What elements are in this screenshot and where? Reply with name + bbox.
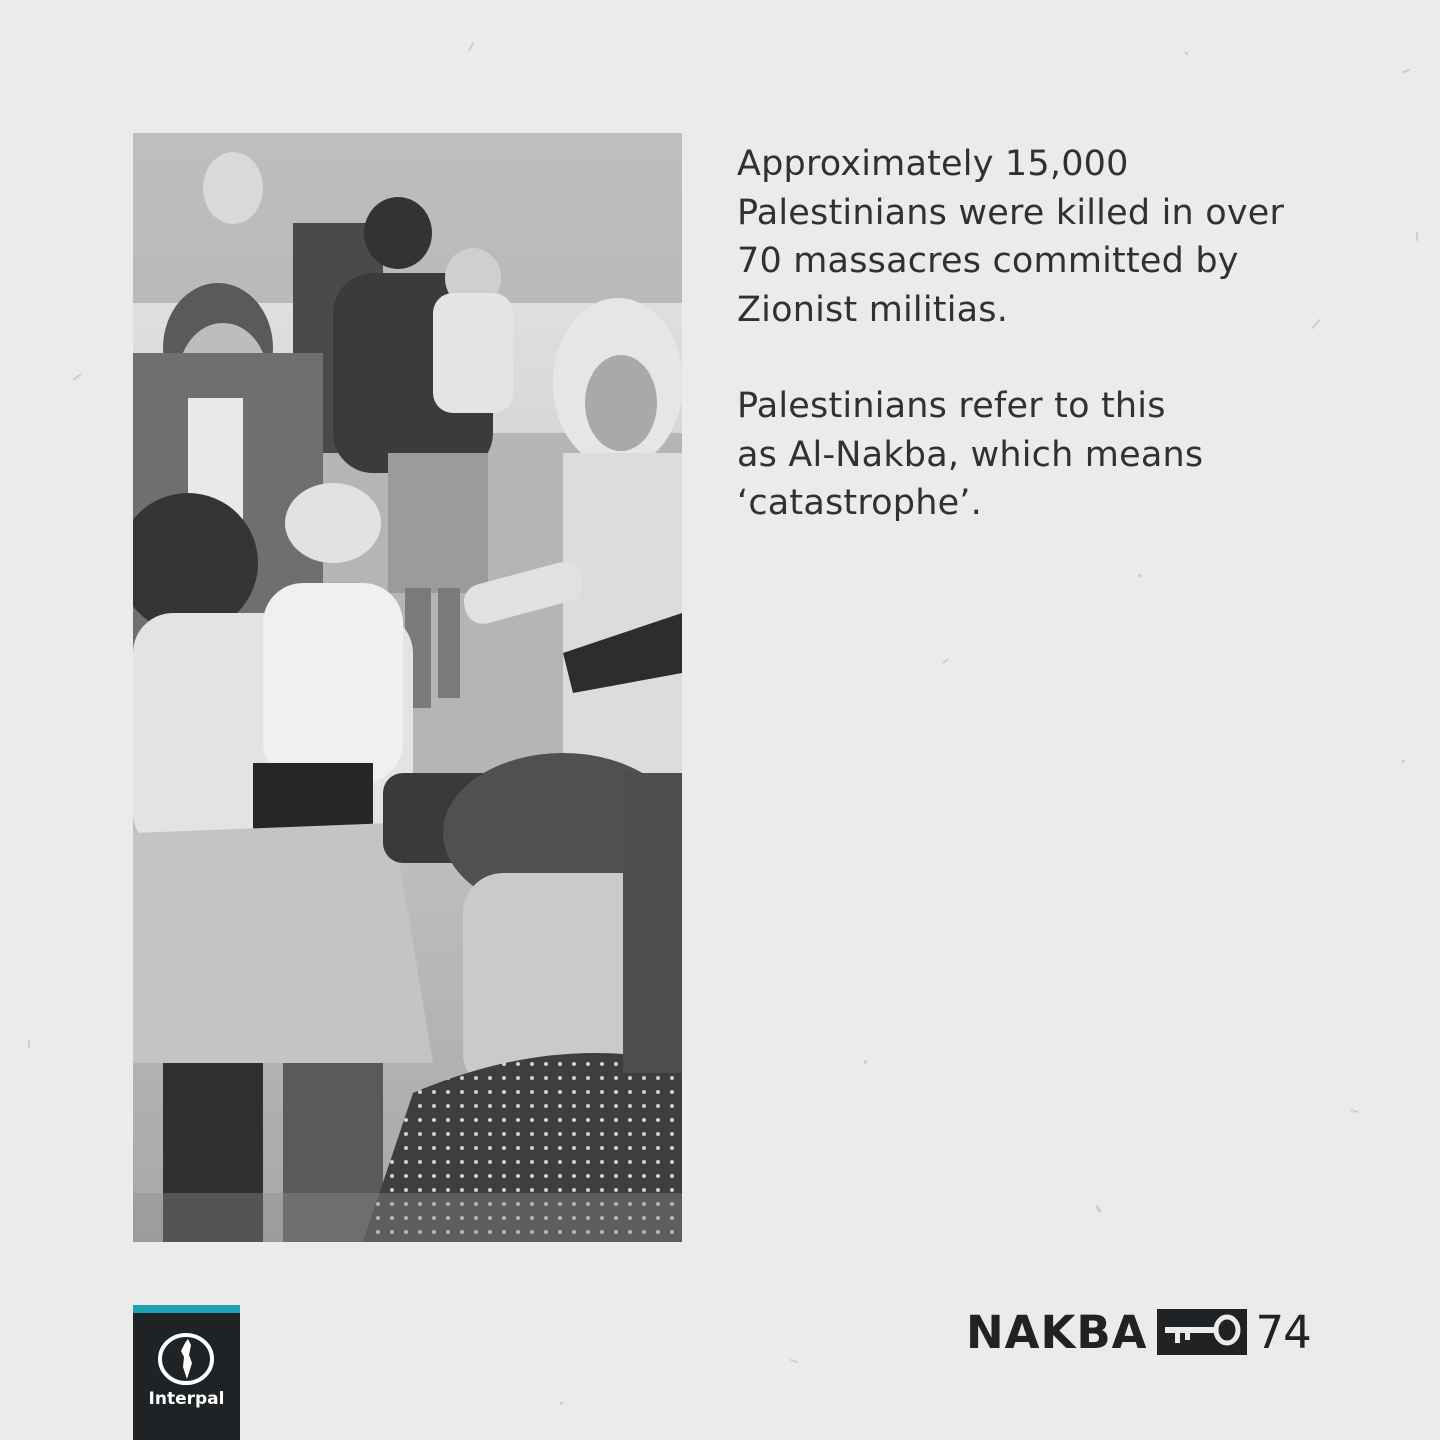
key-icon [1157, 1309, 1247, 1355]
refugee-photo [133, 133, 682, 1242]
interpal-logo [133, 1305, 240, 1440]
org-name: Interpal [148, 1389, 225, 1409]
interpal-map-logo-icon [157, 1333, 215, 1385]
paragraph-massacres: Approximately 15,000 Palestinians were killed in over 70 massacres committed by Zionist militias. [737, 144, 1285, 330]
body-copy [737, 140, 1377, 528]
paragraph-al-nakba: Palestinians refer to this as Al-Nakba, which means ‘catastrophe’. [737, 386, 1204, 523]
campaign-mark [966, 1306, 1311, 1358]
black-and-white-photo-of-refugee-family [133, 133, 682, 1242]
campaign-word: NAKBA [966, 1305, 1148, 1359]
campaign-year: 74 [1255, 1305, 1311, 1359]
